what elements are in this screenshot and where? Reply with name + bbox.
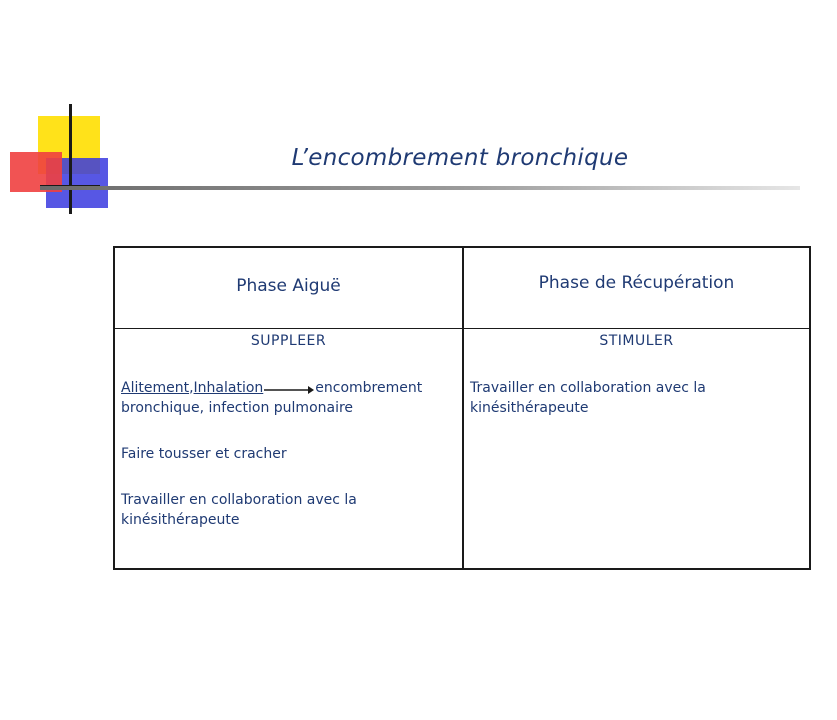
left-paragraph-3-line2: kinésithérapeute bbox=[121, 512, 240, 528]
logo-vertical-bar bbox=[69, 104, 72, 214]
separator: , bbox=[189, 380, 194, 396]
left-paragraph-1 bbox=[121, 378, 451, 418]
column-divider bbox=[462, 248, 464, 570]
header-phase-aigue: Phase Aiguë bbox=[236, 276, 341, 296]
right-paragraph-1 bbox=[470, 378, 800, 418]
subheader-suppleer: SUPPLEER bbox=[250, 333, 327, 349]
phase-table bbox=[113, 246, 811, 570]
right-paragraph-1-line2: kinésithérapeute bbox=[470, 400, 589, 416]
inhalation-link[interactable]: Inhalation bbox=[193, 380, 264, 396]
left-paragraph-2: Faire tousser et cracher bbox=[121, 446, 287, 462]
left-paragraph-3-line1: Travailler en collaboration avec la bbox=[121, 492, 357, 508]
right-paragraph-1-line1: Travailler en collaboration avec la bbox=[470, 380, 706, 396]
encombrement-text: encombrement bbox=[315, 380, 423, 396]
arrow-right-icon bbox=[264, 385, 314, 395]
subheader-stimuler: STIMULER bbox=[599, 333, 674, 349]
title-underline bbox=[40, 186, 800, 190]
left-paragraph-3 bbox=[121, 490, 451, 530]
header-divider bbox=[115, 328, 809, 329]
alitement-link[interactable]: Alitement bbox=[121, 380, 190, 396]
left-paragraph-1-line2: bronchique, infection pulmonaire bbox=[121, 400, 354, 416]
header-phase-recuperation: Phase de Récupération bbox=[538, 273, 735, 293]
page-title: L’encombrement bronchique bbox=[291, 145, 629, 171]
